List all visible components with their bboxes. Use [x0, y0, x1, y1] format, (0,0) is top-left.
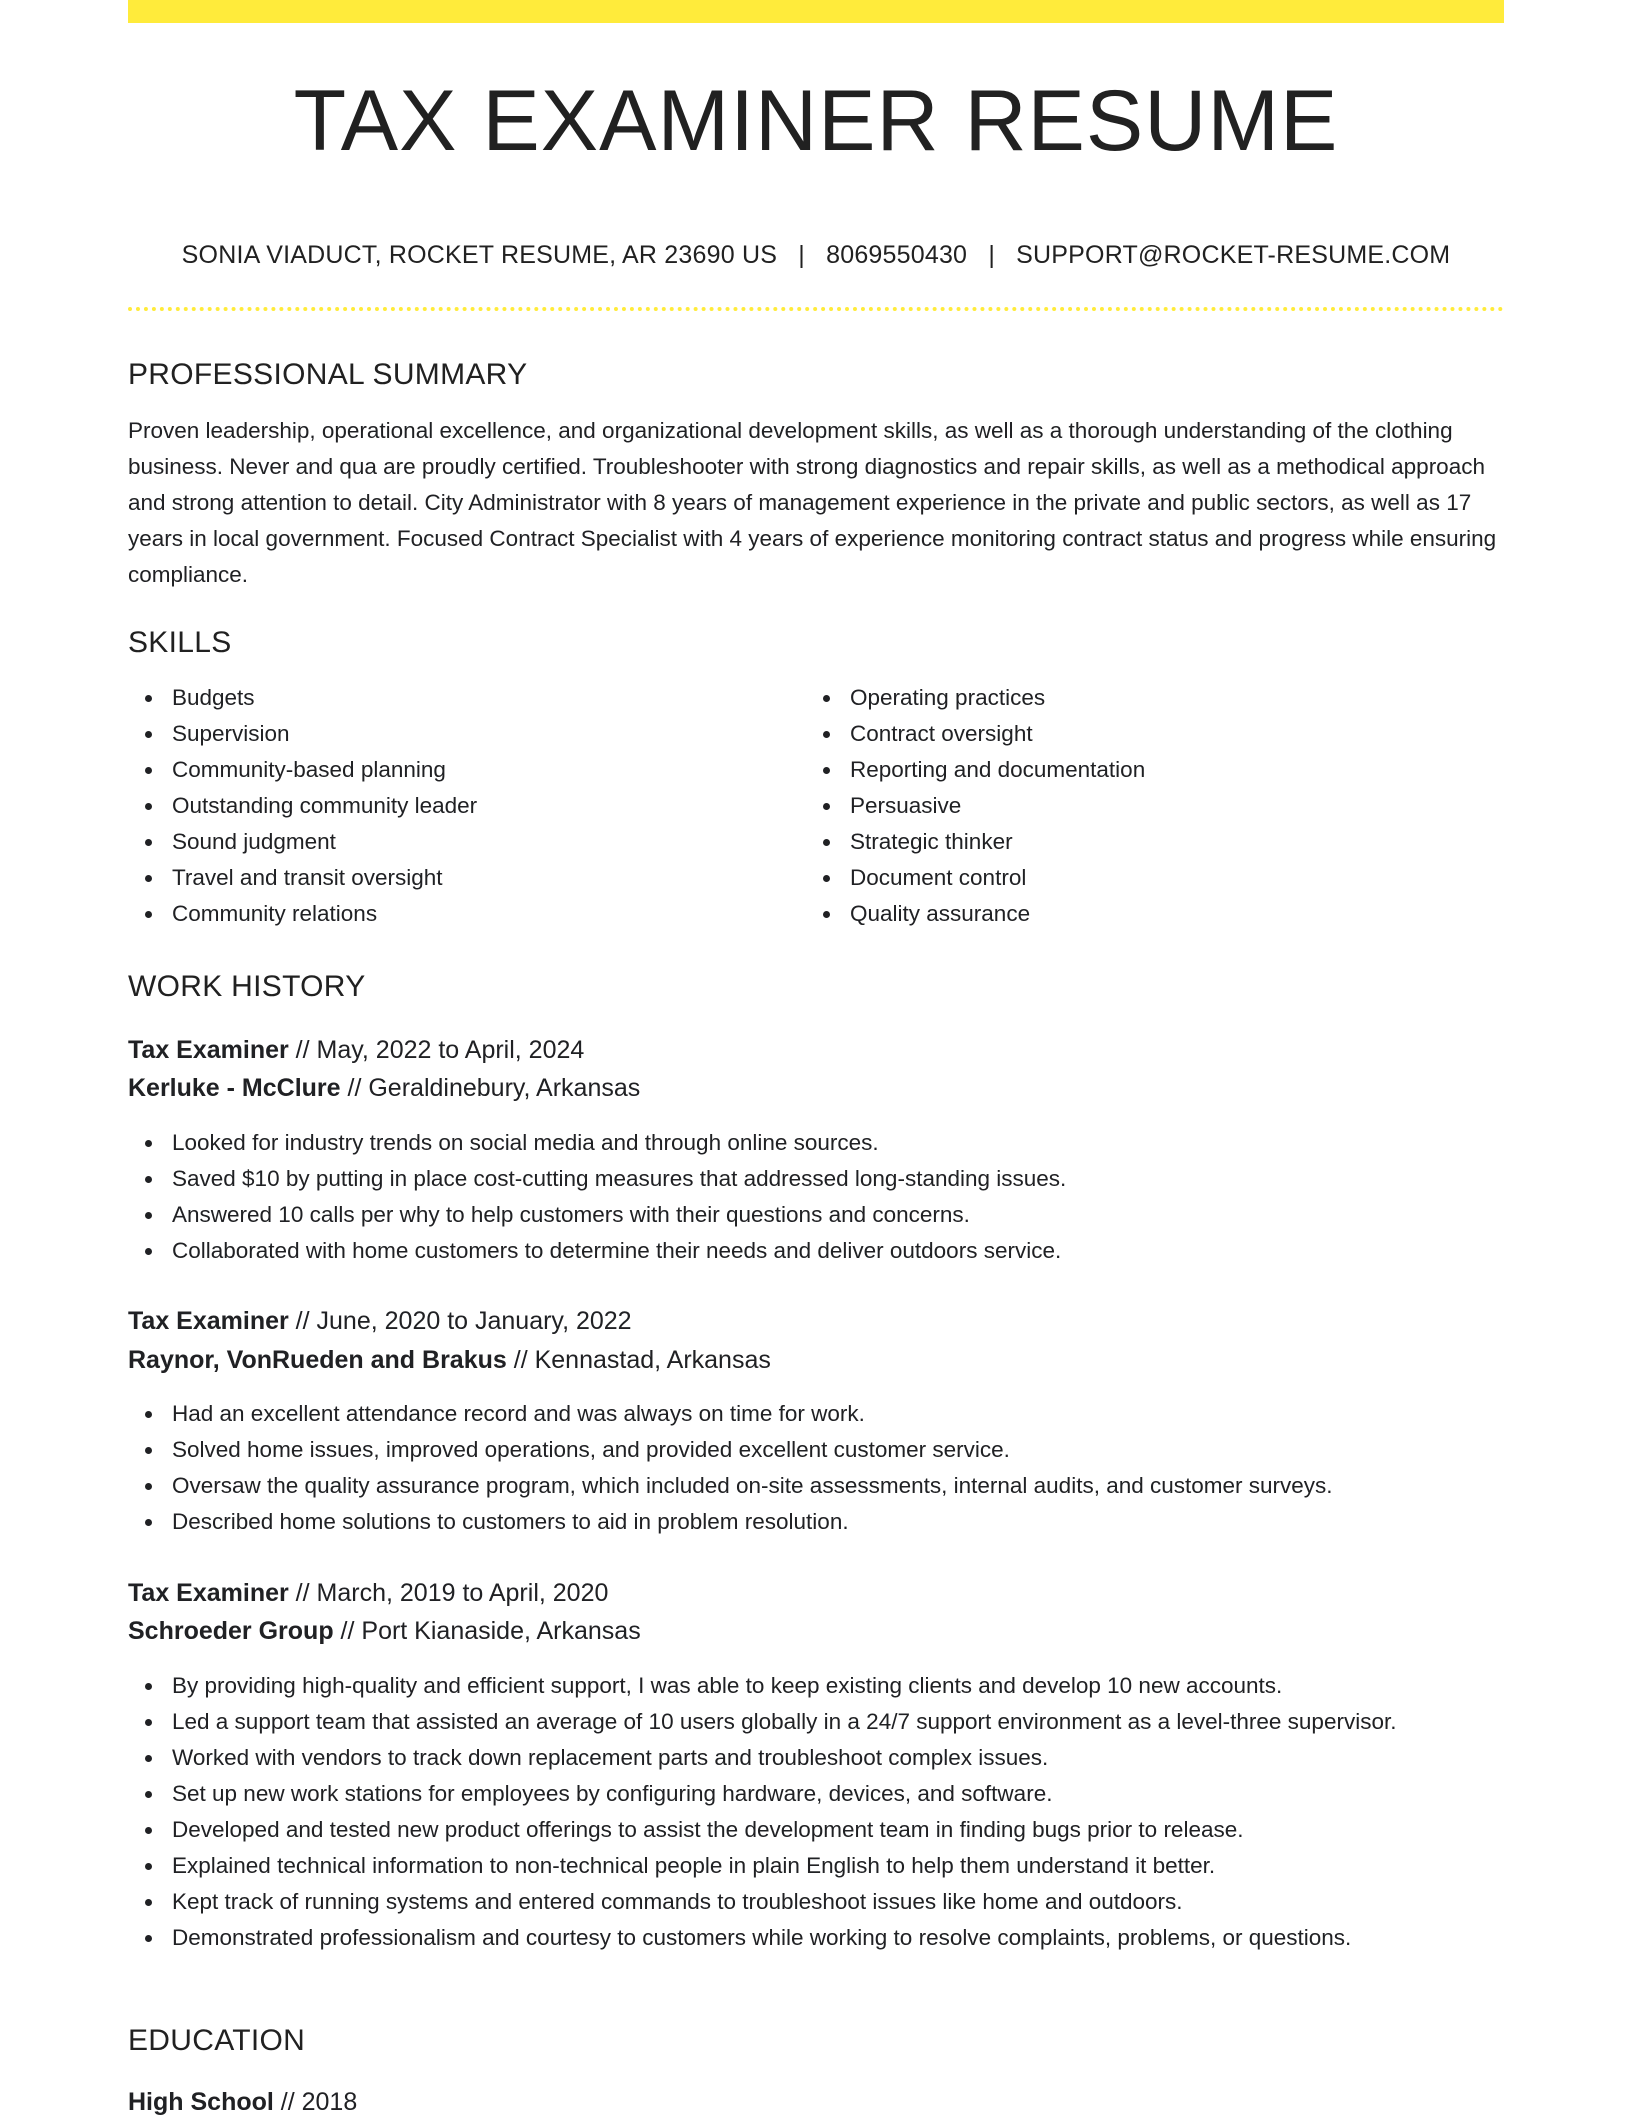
education-heading: EDUCATION: [128, 2024, 306, 2057]
skill-item: Document control: [850, 860, 1510, 896]
resume-title: TAX EXAMINER RESUME: [293, 73, 1339, 169]
delimiter: //: [340, 1074, 369, 1102]
job-bullet: Demonstrated professionalism and courtesy to customers while working to resolve complaints, problems, or questions.: [172, 1920, 1512, 1956]
job-title-line: [128, 1031, 584, 1069]
skill-item: Reporting and documentation: [850, 752, 1510, 788]
job-bullets: [128, 1396, 1512, 1540]
job-company: Schroeder Group: [128, 1617, 334, 1645]
job-company: Raynor, VonRueden and Brakus: [128, 1346, 507, 1374]
summary-text: Proven leadership, operational excellence, and organizational development skills, as well as a thorough understanding of the clothing business. Never and qua are proudly certified. Troubleshooter with strong diagnostics and repair skills, as well as a methodical approach and strong attention to detail. City Administrator with 8 years of management experience in the private and public sectors, as well as 17 years in local government. Focused Contract Specialist with 4 years of experience monitoring contract status and progress while ensuring compliance.: [128, 418, 1497, 587]
skill-item: Supervision: [172, 716, 802, 752]
resume-page: [128, 0, 1504, 2116]
education-school: High School: [128, 2088, 274, 2116]
job-location: Geraldinebury, Arkansas: [368, 1074, 641, 1102]
skill-item: Contract oversight: [850, 716, 1510, 752]
skill-item: Quality assurance: [850, 896, 1510, 932]
skills-list-left: [128, 680, 802, 932]
skill-item: Operating practices: [850, 680, 1510, 716]
job-bullet: Set up new work stations for employees by configuring hardware, devices, and software.: [172, 1776, 1512, 1812]
job-title: Tax Examiner: [128, 1579, 289, 1607]
skill-item: Budgets: [172, 680, 802, 716]
job-bullet: Described home solutions to customers to aid in problem resolution.: [172, 1504, 1512, 1540]
delimiter: //: [288, 1036, 317, 1064]
job-bullet: Explained technical information to non-technical people in plain English to help them understand it better.: [172, 1848, 1512, 1884]
job-bullet: Kept track of running systems and entered commands to troubleshoot issues like home and outdoors.: [172, 1884, 1512, 1920]
skill-item: Outstanding community leader: [172, 788, 802, 824]
job-company-line: [128, 1341, 771, 1379]
skills-heading: SKILLS: [128, 626, 232, 659]
job-bullet: Looked for industry trends on social media and through online sources.: [172, 1125, 1512, 1161]
job-dates: May, 2022 to April, 2024: [316, 1036, 585, 1064]
job-bullet: Developed and tested new product offerings to assist the development team in finding bugs prior to release.: [172, 1812, 1512, 1848]
contact-separator: |: [798, 241, 805, 269]
job-bullet: Had an excellent attendance record and was always on time for work.: [172, 1396, 1512, 1432]
delimiter: //: [273, 2088, 302, 2116]
job-bullet: Solved home issues, improved operations, and provided excellent customer service.: [172, 1432, 1512, 1468]
job-bullet: Answered 10 calls per why to help customers with their questions and concerns.: [172, 1197, 1512, 1233]
delimiter: //: [288, 1579, 317, 1607]
education-line: [128, 2083, 357, 2121]
summary-heading: PROFESSIONAL SUMMARY: [128, 358, 528, 391]
contact-email: SUPPORT@ROCKET-RESUME.COM: [1016, 241, 1451, 269]
skill-item: Travel and transit oversight: [172, 860, 802, 896]
skill-item: Community relations: [172, 896, 802, 932]
work-history-heading: WORK HISTORY: [128, 970, 366, 1003]
job-bullet: Collaborated with home customers to determine their needs and deliver outdoors service.: [172, 1233, 1512, 1269]
skill-item: Community-based planning: [172, 752, 802, 788]
job-bullet: Oversaw the quality assurance program, which included on-site assessments, internal audits, and customer surveys.: [172, 1468, 1512, 1504]
delimiter: //: [506, 1346, 535, 1374]
job-location: Kennastad, Arkansas: [534, 1346, 771, 1374]
job-dates: June, 2020 to January, 2022: [316, 1307, 632, 1335]
job-bullet: By providing high-quality and efficient support, I was able to keep existing clients and develop 10 new accounts.: [172, 1668, 1512, 1704]
contact-separator: |: [988, 241, 996, 269]
job-title: Tax Examiner: [128, 1036, 289, 1064]
skill-item: Strategic thinker: [850, 824, 1510, 860]
job-company-line: [128, 1612, 641, 1650]
job-title: Tax Examiner: [128, 1307, 289, 1335]
delimiter: //: [333, 1617, 362, 1645]
education-year: 2018: [301, 2088, 358, 2116]
job-bullets: [128, 1125, 1512, 1269]
job-bullets: [128, 1668, 1512, 1956]
job-bullet: Saved $10 by putting in place cost-cutting measures that addressed long-standing issues.: [172, 1161, 1512, 1197]
job-company-line: [128, 1069, 640, 1107]
skills-list-right: [806, 680, 1510, 932]
dotted-divider: [128, 307, 1504, 311]
job-title-line: [128, 1302, 632, 1340]
skill-item: Sound judgment: [172, 824, 802, 860]
job-company: Kerluke - McClure: [128, 1074, 341, 1102]
contact-line: [128, 240, 1504, 270]
job-location: Port Kianaside, Arkansas: [361, 1617, 641, 1645]
delimiter: //: [288, 1307, 317, 1335]
job-bullet: Led a support team that assisted an average of 10 users globally in a 24/7 support environment as a level-three supervisor.: [172, 1704, 1512, 1740]
job-bullet: Worked with vendors to track down replacement parts and troubleshoot complex issues.: [172, 1740, 1512, 1776]
contact-address: SONIA VIADUCT, ROCKET RESUME, AR 23690 US: [181, 241, 778, 269]
job-dates: March, 2019 to April, 2020: [316, 1579, 609, 1607]
job-title-line: [128, 1574, 608, 1612]
skill-item: Persuasive: [850, 788, 1510, 824]
accent-top-bar: [128, 0, 1504, 23]
contact-phone: 8069550430: [826, 241, 968, 269]
